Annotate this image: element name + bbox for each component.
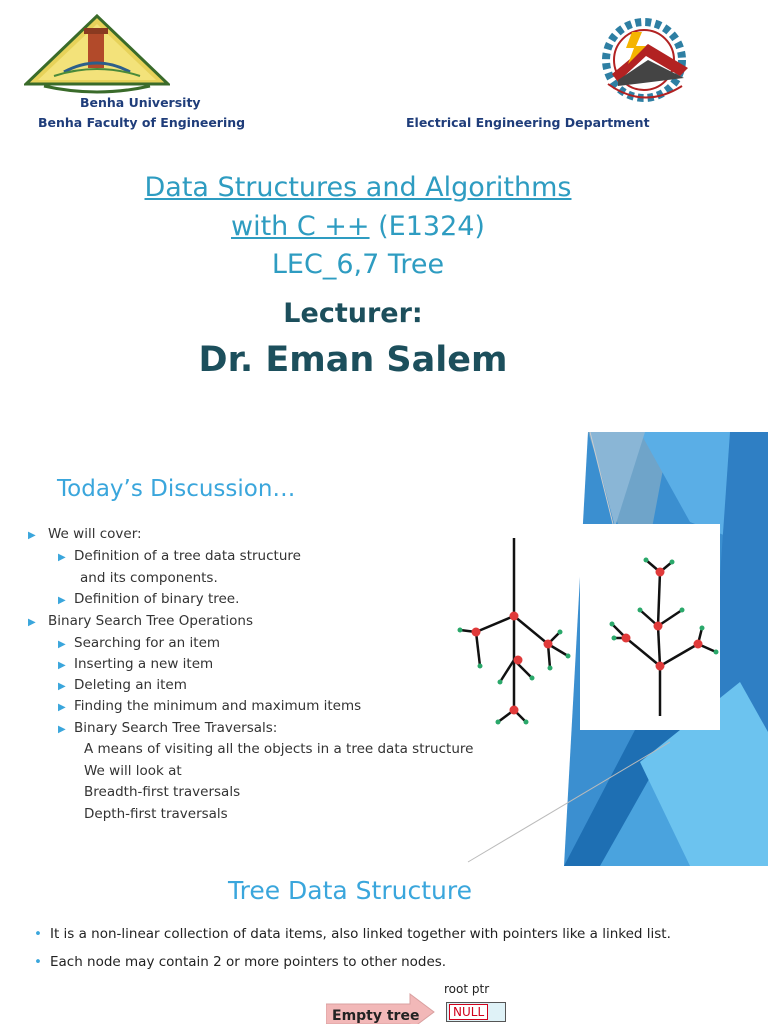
bullet-text: Binary Search Tree Operations [48, 613, 253, 629]
bullet-item [34, 954, 446, 970]
root-pointer-box [446, 1002, 506, 1022]
bullet-item [58, 698, 361, 714]
title-slide [0, 0, 768, 425]
bullet-item [84, 763, 182, 779]
slide-title: Today’s Discussion… [57, 476, 296, 502]
tree-drawing-right-icon [598, 526, 722, 726]
bullet-arrow-icon: ▶ [28, 617, 36, 628]
bullet-arrow-icon: ▶ [58, 639, 66, 650]
course-language: with C ++ [231, 211, 370, 242]
bullet-item [80, 570, 218, 586]
null-value: NULL [449, 1004, 488, 1020]
benha-university-logo-icon [24, 14, 170, 94]
bullet-dot-icon: • [34, 954, 42, 970]
faculty-of-engineering-gear-logo-icon [588, 14, 708, 106]
bullet-item [84, 741, 473, 757]
bullet-text: We will cover: [48, 526, 142, 542]
bullet-arrow-icon: ▶ [58, 660, 66, 671]
bullet-text: A means of visiting all the objects in a tree data structure [84, 741, 474, 757]
department-name: Electrical Engineering Department [406, 115, 650, 130]
university-name: Benha University [80, 95, 201, 110]
tree-data-structure-slide [0, 868, 768, 1024]
bullet-item [58, 591, 239, 607]
bullet-text: We will look at [84, 763, 182, 779]
bullet-text: Depth-first traversals [84, 806, 228, 822]
bullet-text: Deleting an item [74, 677, 187, 693]
bullet-item [84, 806, 228, 822]
bullet-arrow-icon: ▶ [58, 681, 66, 692]
bullet-arrow-icon: ▶ [28, 530, 36, 541]
course-title-line2 [0, 211, 716, 242]
bullet-text: Breadth-first traversals [84, 784, 241, 800]
bullet-item [28, 526, 142, 542]
faculty-name: Benha Faculty of Engineering [38, 115, 246, 130]
bullet-text: Definition of a tree data structure [74, 548, 301, 564]
lecture-title: LEC_6,7 Tree [271, 249, 445, 280]
bullet-arrow-icon: ▶ [58, 595, 66, 606]
lecturer-label: Lecturer: [283, 298, 423, 329]
bullet-text: Inserting a new item [74, 656, 214, 672]
bullet-item [58, 635, 220, 651]
bullet-arrow-icon: ▶ [58, 724, 66, 735]
bullet-text: Finding the minimum and maximum items [74, 698, 362, 714]
bullet-arrow-icon: ▶ [58, 702, 66, 713]
bullet-text: It is a non-linear collection of data items, also linked together with pointers like a linked list. [49, 926, 671, 942]
lecturer-name: Dr. Eman Salem [198, 340, 508, 380]
bullet-item [58, 720, 277, 736]
bullet-item [28, 613, 253, 629]
bullet-arrow-icon: ▶ [58, 552, 66, 563]
bullet-item [58, 656, 213, 672]
bullet-item [34, 926, 671, 942]
root-ptr-label: root ptr [444, 982, 490, 996]
discussion-slide [0, 432, 768, 866]
course-code: (E1324) [369, 211, 485, 242]
tree-drawing-left-icon [452, 532, 582, 742]
bullet-text: Searching for an item [74, 635, 221, 651]
empty-tree-label: Empty tree [332, 1008, 420, 1024]
bullet-text: Binary Search Tree Traversals: [74, 720, 278, 736]
slide-title: Tree Data Structure [228, 876, 472, 905]
course-title-line1: Data Structures and Algorithms [144, 172, 572, 203]
bullet-item [58, 677, 187, 693]
bullet-text: and its components. [80, 570, 218, 586]
bullet-dot-icon: • [34, 926, 42, 942]
bullet-text: Definition of binary tree. [74, 591, 240, 607]
bullet-text: Each node may contain 2 or more pointers to other nodes. [49, 954, 447, 970]
bullet-item [84, 784, 240, 800]
bullet-item [58, 548, 301, 564]
